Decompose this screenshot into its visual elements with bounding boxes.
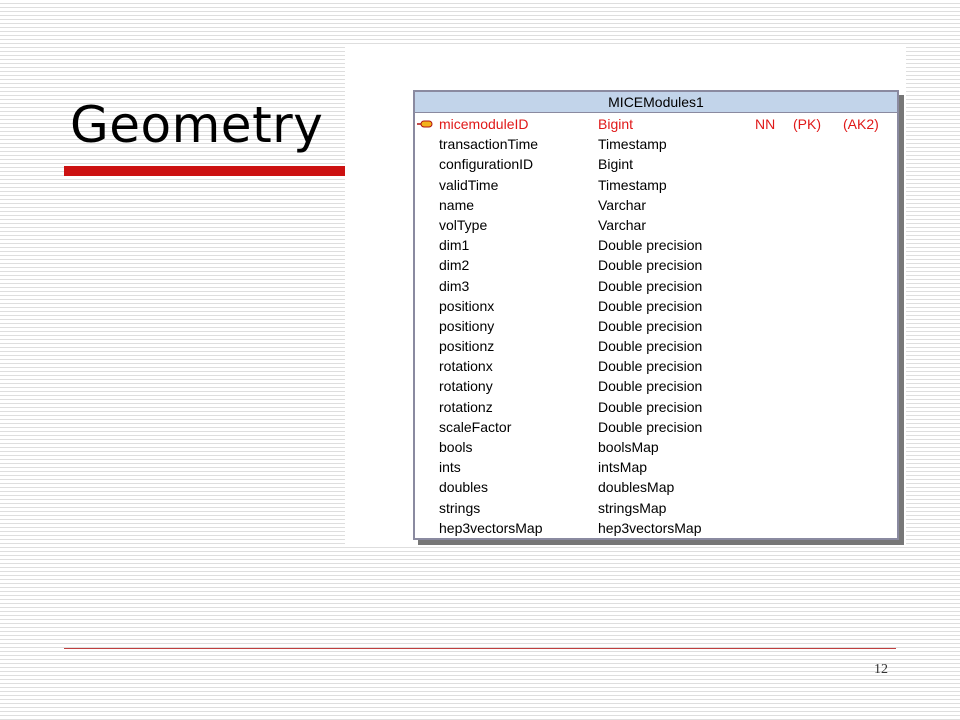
column-row: [415, 397, 897, 417]
column-name: doubles: [439, 479, 489, 496]
column-name: positionz: [439, 338, 495, 355]
column-name: positionx: [439, 297, 495, 314]
column-row: [415, 215, 897, 235]
entity-name: MICEModules1: [415, 92, 897, 113]
column-row: [415, 477, 897, 497]
footer-divider: [64, 648, 896, 649]
title-accent-bar: [64, 166, 346, 176]
column-type: Double precision: [598, 277, 703, 294]
column-name: scaleFactor: [439, 418, 512, 435]
column-type: stringsMap: [598, 499, 667, 516]
column-name: rotationy: [439, 378, 493, 395]
column-row: [415, 316, 897, 336]
column-type: Varchar: [598, 196, 646, 213]
column-row: [415, 437, 897, 457]
column-alternate-key: (AK2): [843, 116, 879, 132]
column-row: [415, 175, 897, 195]
column-row: [415, 154, 897, 174]
column-name: rotationz: [439, 398, 493, 415]
column-type: hep3vectorsMap: [598, 519, 702, 536]
column-row: [415, 195, 897, 215]
column-name: dim3: [439, 277, 470, 294]
column-row: [415, 457, 897, 477]
column-type: Double precision: [598, 297, 703, 314]
column-name: ints: [439, 459, 461, 476]
column-name: transactionTime: [439, 136, 539, 153]
column-type: Timestamp: [598, 176, 667, 193]
column-row: [415, 235, 897, 255]
column-name: bools: [439, 439, 473, 455]
column-name: validTime: [439, 176, 499, 193]
column-name: positiony: [439, 317, 495, 334]
column-name: micemoduleID: [439, 116, 529, 132]
column-type: Double precision: [598, 237, 703, 254]
entity-table-box: [413, 90, 899, 540]
column-name: configurationID: [439, 156, 534, 173]
column-type: Double precision: [598, 257, 703, 274]
column-row: [415, 518, 897, 538]
column-row: [415, 336, 897, 356]
column-type: Bigint: [598, 116, 634, 132]
column-primary-key: (PK): [793, 116, 821, 132]
column-type: boolsMap: [598, 439, 659, 455]
column-type: Double precision: [598, 358, 703, 375]
column-name: hep3vectorsMap: [439, 519, 543, 536]
column-name: dim2: [439, 257, 470, 274]
page-number: 12: [874, 662, 888, 677]
column-type: intsMap: [598, 459, 648, 476]
column-row: [415, 255, 897, 275]
column-type: Double precision: [598, 317, 703, 334]
key-icon: [417, 120, 433, 128]
primary-key-row: [415, 114, 897, 134]
column-row: [415, 498, 897, 518]
column-name: name: [439, 196, 475, 213]
column-name: strings: [439, 499, 481, 516]
column-row: [415, 356, 897, 376]
entity-column-list: [415, 113, 897, 538]
column-row: [415, 296, 897, 316]
column-name: dim1: [439, 237, 470, 254]
slide-title: Geometry: [70, 96, 324, 154]
column-type: Double precision: [598, 418, 703, 435]
column-row: [415, 376, 897, 396]
column-row: [415, 417, 897, 437]
column-type: doublesMap: [598, 479, 675, 496]
column-name: rotationx: [439, 358, 493, 375]
column-type: Double precision: [598, 378, 703, 395]
column-name: volType: [439, 216, 488, 233]
column-row: [415, 276, 897, 296]
column-row: [415, 134, 897, 154]
column-nullability: NN: [755, 116, 776, 132]
column-type: Double precision: [598, 398, 703, 415]
column-type: Varchar: [598, 216, 646, 233]
column-type: Bigint: [598, 156, 634, 173]
column-type: Timestamp: [598, 136, 667, 153]
column-type: Double precision: [598, 338, 703, 355]
